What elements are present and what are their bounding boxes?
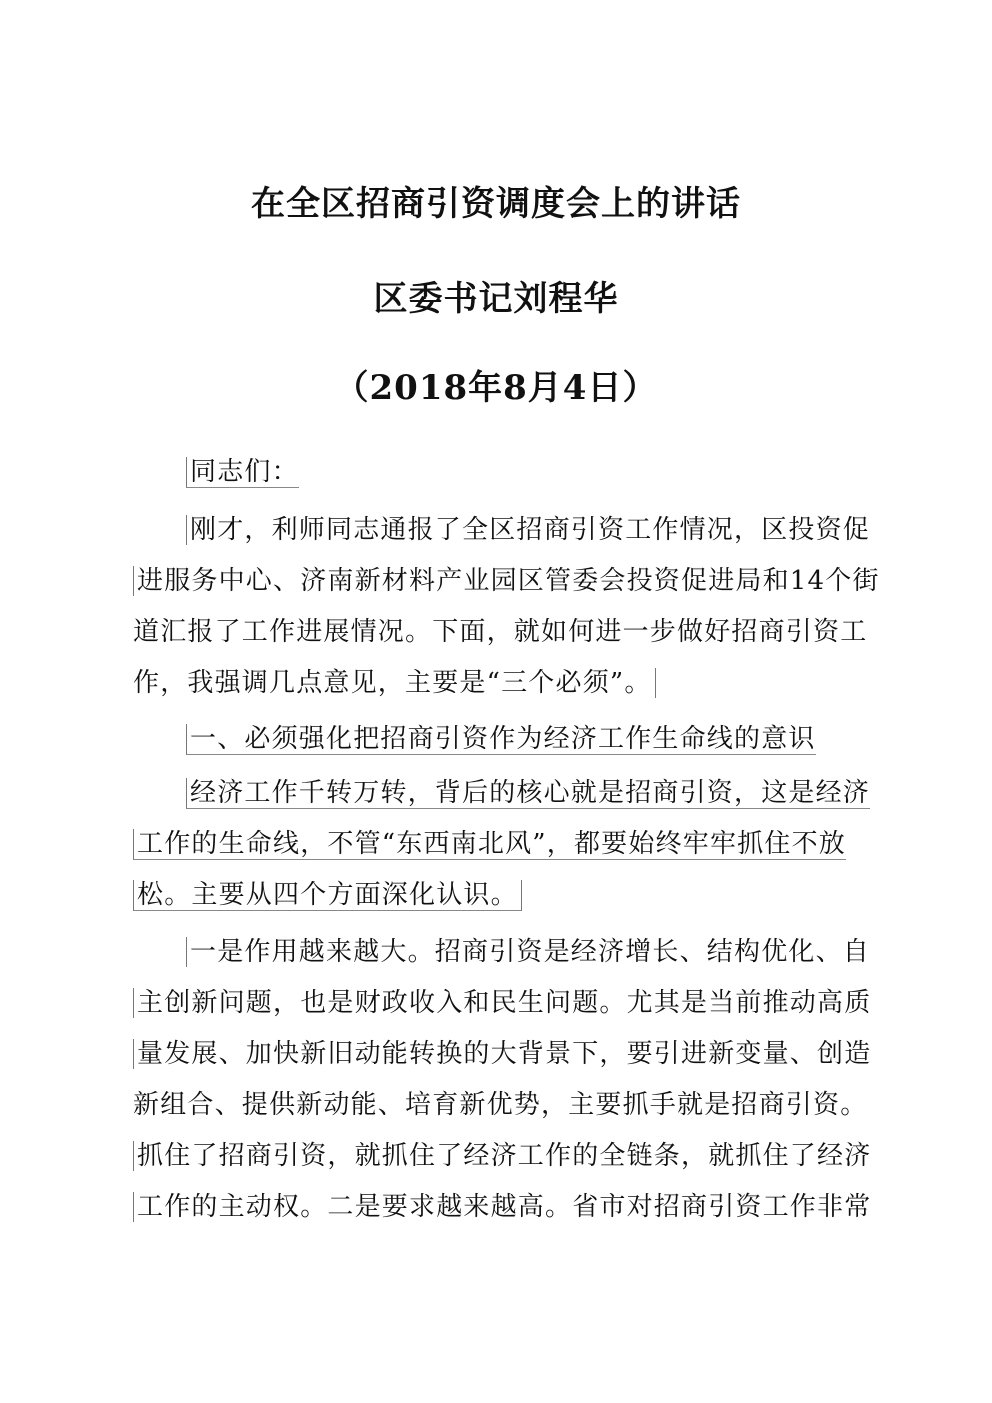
salutation xyxy=(186,452,873,492)
paragraph-line-text: 进服务中心、济南新材料产业园区管委会投资促进局和14个街 xyxy=(133,566,880,596)
paragraph-line xyxy=(133,1085,873,1125)
paragraph-line xyxy=(133,983,873,1023)
paragraph-line-text: 主创新问题，也是财政收入和民生问题。尤其是当前推动高质 xyxy=(133,988,871,1018)
paragraph-line xyxy=(133,824,873,864)
salutation-text: 同志们： xyxy=(186,457,299,488)
paragraph-line xyxy=(186,773,873,813)
paragraph-line xyxy=(133,612,873,652)
paragraph-line-text: 抓住了招商引资，就抓住了经济工作的全链条，就抓住了经济 xyxy=(133,1141,871,1171)
paragraph-line xyxy=(133,663,873,703)
paragraph-line-text: 一是作用越来越大。招商引资是经济增长、结构优化、自 xyxy=(186,937,870,967)
document-title: 在全区招商引资调度会上的讲话 xyxy=(251,184,741,224)
paragraph-line-text: 作，我强调几点意见，主要是“三个必须”。 xyxy=(133,668,656,698)
paragraph-line-text: 新组合、提供新动能、培育新优势，主要抓手就是招商引资。 xyxy=(133,1090,868,1120)
paragraph-line-text: 经济工作千转万转，背后的核心就是招商引资，这是经济 xyxy=(186,778,870,809)
paragraph-line xyxy=(133,1187,873,1227)
section-heading xyxy=(186,719,873,759)
document-date: （2018年8月4日） xyxy=(334,368,658,408)
paragraph-line-text: 量发展、加快新旧动能转换的大背景下，要引进新变量、创造 xyxy=(133,1039,871,1069)
paragraph-line xyxy=(133,561,880,601)
paragraph-line-text: 刚才，利师同志通报了全区招商引资工作情况，区投资促 xyxy=(186,515,870,545)
paragraph-line-text: 工作的主动权。二是要求越来越高。省市对招商引资工作非常 xyxy=(133,1192,871,1222)
paragraph-line xyxy=(133,875,873,915)
paragraph-line xyxy=(186,510,873,550)
section-heading-text: 一、必须强化把招商引资作为经济工作生命线的意识 xyxy=(186,724,816,755)
paragraph-line xyxy=(133,1034,873,1074)
paragraph-line-text: 道汇报了工作进展情况。下面，就如何进一步做好招商引资工 xyxy=(133,617,868,647)
paragraph-line xyxy=(186,932,873,972)
paragraph-line-text: 松。主要从四个方面深化认识。 xyxy=(133,880,522,911)
paragraph-line xyxy=(133,1136,873,1176)
document-author: 区委书记刘程华 xyxy=(373,279,619,319)
paragraph-line-text: 工作的生命线，不管“东西南北风”，都要始终牢牢抓住不放 xyxy=(133,829,846,860)
